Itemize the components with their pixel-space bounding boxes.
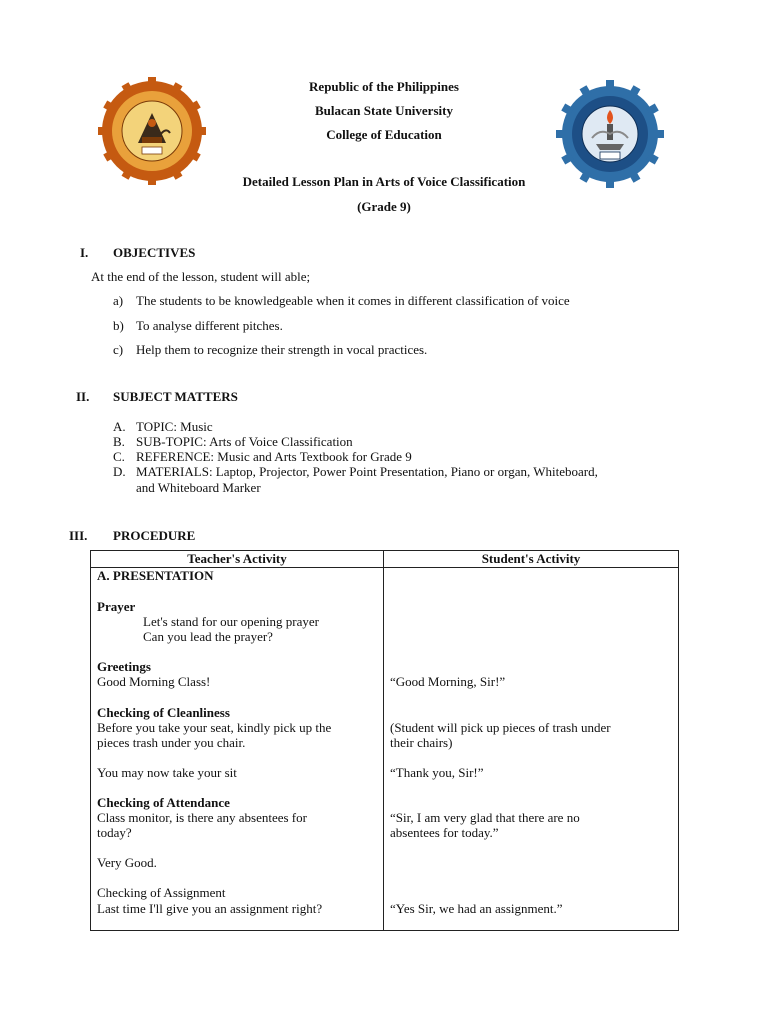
objective-marker: c) bbox=[113, 342, 124, 357]
objective-marker: a) bbox=[113, 293, 124, 308]
procedure-numeral: III. bbox=[69, 528, 88, 543]
subject-materials-cont: and Whiteboard Marker bbox=[136, 480, 261, 495]
teacher-activity-header: Teacher's Activity bbox=[91, 551, 384, 568]
teacher-activity-cell bbox=[91, 568, 384, 931]
subject-marker: D. bbox=[113, 464, 126, 479]
subject-subtopic: SUB-TOPIC: Arts of Voice Classification bbox=[136, 434, 353, 449]
subject-topic: TOPIC: Music bbox=[136, 419, 213, 434]
subject-marker: A. bbox=[113, 419, 126, 434]
objective-marker: b) bbox=[113, 318, 124, 333]
objective-text: To analyse different pitches. bbox=[136, 318, 283, 333]
objective-text: Help them to recognize their strength in vocal practices. bbox=[136, 342, 428, 357]
student-activity-header: Student's Activity bbox=[384, 551, 679, 568]
greetings-line: Good Morning Class! bbox=[97, 674, 211, 689]
attendance-line: today? bbox=[97, 825, 132, 840]
student-cleanliness: their chairs) bbox=[390, 735, 453, 750]
assignment-heading: Checking of Assignment bbox=[97, 885, 226, 900]
student-attendance: absentees for today.” bbox=[390, 825, 499, 840]
attendance-line: Class monitor, is there any absentees for bbox=[97, 810, 307, 825]
objective-text: The students to be knowledgeable when it comes in different classification of voice bbox=[136, 293, 570, 308]
grade-label: (Grade 9) bbox=[357, 199, 411, 214]
procedure-table bbox=[90, 550, 679, 931]
presentation-heading: A. PRESENTATION bbox=[97, 568, 214, 583]
student-attendance: “Sir, I am very glad that there are no bbox=[390, 810, 580, 825]
header-college: College of Education bbox=[326, 127, 442, 142]
very-good-line: Very Good. bbox=[97, 855, 157, 870]
subject-materials: MATERIALS: Laptop, Projector, Power Point Presentation, Piano or organ, Whiteboard, bbox=[136, 464, 598, 479]
lesson-plan-title: Detailed Lesson Plan in Arts of Voice Classification bbox=[242, 174, 526, 189]
subject-numeral: II. bbox=[76, 389, 90, 404]
student-assignment: “Yes Sir, we had an assignment.” bbox=[390, 901, 563, 916]
student-greeting: “Good Morning, Sir!” bbox=[390, 674, 506, 689]
cleanliness-line: pieces trash under you chair. bbox=[97, 735, 246, 750]
prayer-heading: Prayer bbox=[97, 599, 136, 614]
student-activity-cell bbox=[384, 568, 679, 931]
student-thanks: “Thank you, Sir!” bbox=[390, 765, 484, 780]
sit-line: You may now take your sit bbox=[97, 765, 237, 780]
prayer-line: Let's stand for our opening prayer bbox=[143, 614, 319, 629]
header-republic: Republic of the Philippines bbox=[309, 79, 459, 94]
objectives-intro: At the end of the lesson, student will able; bbox=[91, 269, 311, 284]
procedure-heading: PROCEDURE bbox=[113, 528, 196, 543]
prayer-line: Can you lead the prayer? bbox=[143, 629, 273, 644]
student-cleanliness: (Student will pick up pieces of trash under bbox=[390, 720, 611, 735]
subject-reference: REFERENCE: Music and Arts Textbook for Grade 9 bbox=[136, 449, 412, 464]
assignment-line: Last time I'll give you an assignment right? bbox=[97, 901, 323, 916]
objectives-numeral: I. bbox=[80, 245, 89, 260]
subject-marker: B. bbox=[113, 434, 125, 449]
greetings-heading: Greetings bbox=[97, 659, 151, 674]
subject-heading: SUBJECT MATTERS bbox=[113, 389, 238, 404]
cleanliness-line: Before you take your seat, kindly pick up the bbox=[97, 720, 332, 735]
cleanliness-heading: Checking of Cleanliness bbox=[97, 705, 230, 720]
header-university: Bulacan State University bbox=[315, 103, 453, 118]
objectives-heading: OBJECTIVES bbox=[113, 245, 196, 260]
subject-marker: C. bbox=[113, 449, 125, 464]
attendance-heading: Checking of Attendance bbox=[97, 795, 230, 810]
